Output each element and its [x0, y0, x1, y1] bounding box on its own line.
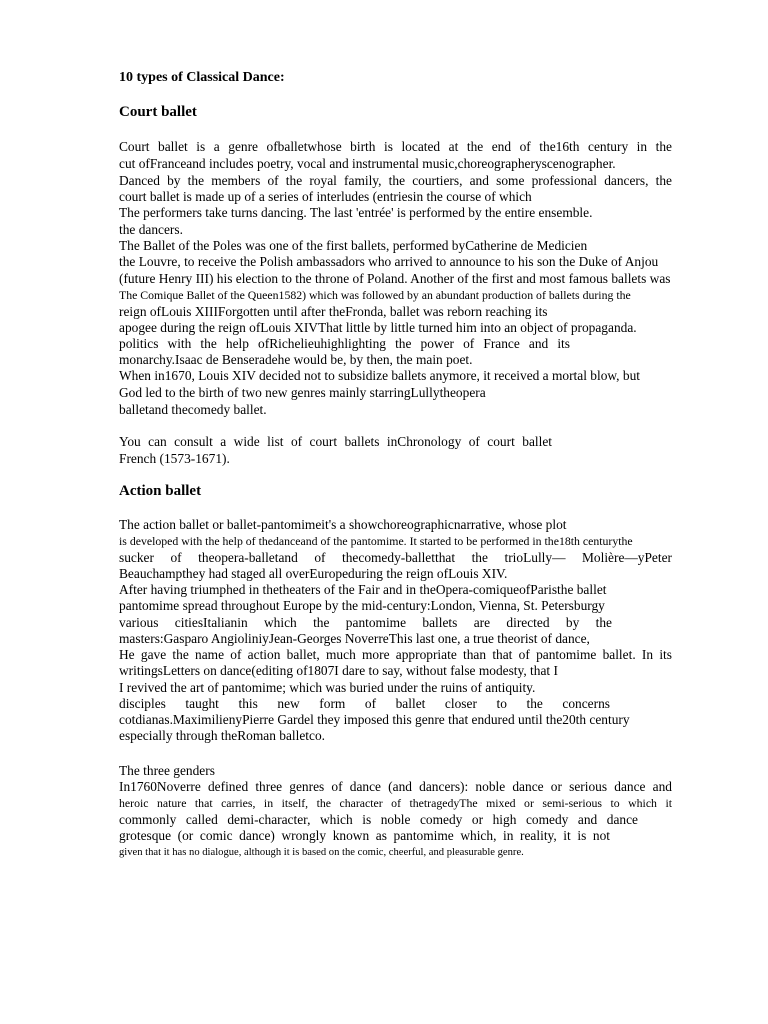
paragraph-line: court ballet is made up of a series of interludes (entriesin the course of which [119, 189, 532, 204]
paragraph-line: I revived the art of pantomime; which was buried under the ruins of antiquity. [119, 680, 536, 695]
paragraph-line: He gave the name of action ballet, much more appropriate than that of pantomime ballet. In its [119, 647, 672, 662]
paragraph-line: French (1573-1671). [119, 451, 230, 466]
paragraph-line: You can consult a wide list of court ballets inChronology of court ballet [119, 434, 552, 449]
paragraph-line: When in1670, Louis XIV decided not to subsidize ballets anymore, it received a mortal blow, but [119, 368, 640, 383]
document-title: 10 types of Classical Dance: [119, 70, 285, 85]
paragraph-line: The action ballet or ballet-pantomimeit's a showchoreographicnarrative, whose plot [119, 517, 567, 532]
paragraph-line: commonly called demi-character, which is noble comedy or high comedy and dance [119, 812, 638, 827]
paragraph-line: given that it has no dialogue, although it is based on the comic, cheerful, and pleasurable genre. [119, 847, 524, 858]
paragraph-line: the dancers. [119, 222, 183, 237]
paragraph-line: masters:Gasparo AngioliniyJean-Georges NoverreThis last one, a true theorist of dance, [119, 631, 590, 646]
paragraph-line: Court ballet is a genre ofballetwhose birth is located at the end of the16th century in the [119, 139, 672, 154]
paragraph-line: is developed with the help of thedanceand of the pantomime. It started to be performed in the18th centurythe [119, 534, 633, 548]
paragraph-line: balletand thecomedy ballet. [119, 402, 267, 417]
paragraph-line: In1760Noverre defined three genres of dance (and dancers): noble dance or serious dance and [119, 779, 672, 794]
paragraph-line: politics with the help ofRichelieuhighlighting the power of France and its [119, 336, 570, 351]
paragraph-line: pantomime spread throughout Europe by the mid-century:London, Vienna, St. Petersburgy [119, 598, 605, 613]
paragraph-line: The Ballet of the Poles was one of the first ballets, performed byCatherine de Medicien [119, 238, 588, 253]
paragraph-line: cotdianas.MaximilienyPierre Gardel they imposed this genre that endured until the20th century [119, 712, 630, 727]
paragraph-line: After having triumphed in thetheaters of the Fair and in theOpera-comiqueofParisthe ballet [119, 582, 607, 597]
paragraph-line: the Louvre, to receive the Polish ambassadors who arrived to announce to his son the Duke of Anjou [119, 254, 659, 269]
paragraph-line: Beauchampthey had staged all overEuropeduring the reign ofLouis XIV. [119, 566, 508, 581]
paragraph-line: The performers take turns dancing. The last 'entrée' is performed by the entire ensemble. [119, 205, 593, 220]
paragraph-line: especially through theRoman balletco. [119, 728, 326, 743]
paragraph-line: reign ofLouis XIIIForgotten until after theFronda, ballet was reborn reaching its [119, 304, 548, 319]
section-heading-action-ballet: Action ballet [119, 483, 202, 499]
paragraph-line: various citiesItalianin which the pantomime ballets are directed by the [119, 615, 612, 630]
section-heading-court-ballet: Court ballet [119, 104, 197, 120]
section-heading-three-genders: The three genders [119, 763, 215, 778]
paragraph-line: Danced by the members of the royal family, the courtiers, and some professional dancers, the [119, 173, 672, 188]
paragraph-line: sucker of theopera-balletand of thecomedy-balletthat the trioLully— Molière—yPeter [119, 550, 672, 565]
paragraph-line: grotesque (or comic dance) wrongly known as pantomime which, in reality, it is not [119, 828, 610, 843]
paragraph-line: apogee during the reign ofLouis XIVThat little by little turned him into an object of propaganda. [119, 320, 637, 335]
paragraph-line: The Comique Ballet of the Queen1582) which was followed by an abundant production of ballets during the [119, 288, 631, 302]
paragraph-line: heroic nature that carries, in itself, the character of thetragedyThe mixed or semi-serious to which it [119, 796, 672, 810]
paragraph-line: disciples taught this new form of ballet closer to the concerns [119, 696, 610, 711]
paragraph-line: monarchy.Isaac de Benseradehe would be, by then, the main poet. [119, 352, 473, 367]
paragraph-line: (future Henry III) his election to the throne of Poland. Another of the first and most famous ballets was [119, 271, 671, 286]
paragraph-line: writingsLetters on dance(editing of1807I dare to say, without false modesty, that I [119, 663, 558, 678]
paragraph-line: God led to the birth of two new genres mainly starringLullytheopera [119, 385, 486, 400]
paragraph-line: cut ofFranceand includes poetry, vocal and instrumental music,choreographeryscenographer. [119, 156, 616, 171]
